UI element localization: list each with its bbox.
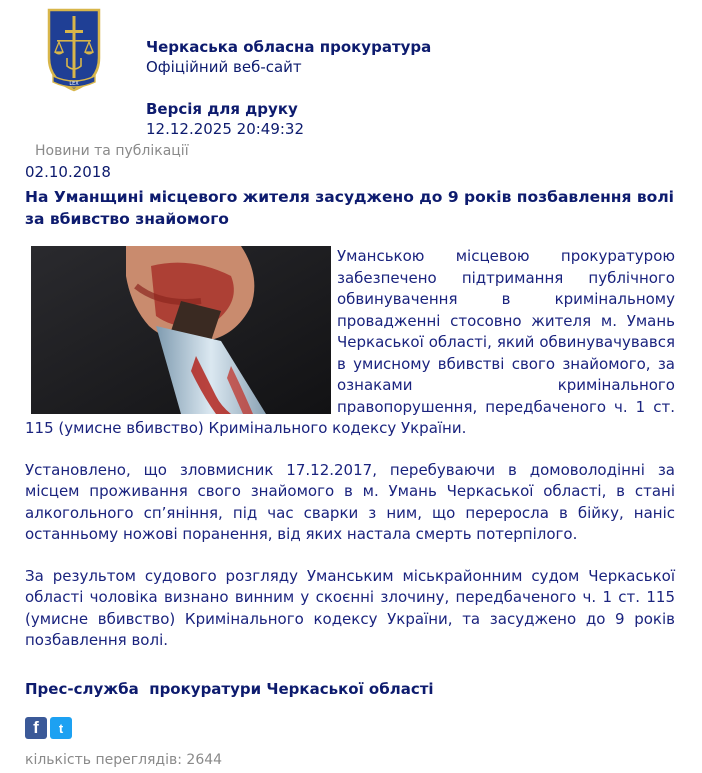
view-count: кількість переглядів: 2644 bbox=[25, 752, 223, 768]
logo-ribbon-text: LEX bbox=[69, 81, 79, 87]
article-date: 02.10.2018 bbox=[25, 163, 111, 181]
org-subtitle: Офіційний веб-сайт bbox=[146, 58, 302, 76]
section-breadcrumb[interactable]: Новини та публікації bbox=[35, 143, 189, 159]
social-share bbox=[25, 717, 72, 739]
article-paragraph: Уманською місцевою прокуратурою забезпечено підтримання публічного обвинувачення в кримінальному провадженні стосовно жителя м. Умань Черкаської області, який обвинувачувався в умисному вбивстві свого знайомого, за ознаками кримінального правопорушення, передбаченого ч. 1 ст. 115 (умисне вбивство) Кримінального кодексу України. bbox=[25, 247, 675, 437]
article-body bbox=[25, 246, 675, 672]
article-title: На Уманщині місцевого жителя засуджено до 9 років позбавлення волі за вбивство знайомого bbox=[25, 188, 674, 228]
org-name: Черкаська обласна прокуратура bbox=[146, 38, 432, 56]
article-paragraph: Установлено, що зловмисник 17.12.2017, перебуваючи в домоволодінні за місцем проживання свого знайомого в м. Умань Черкаської області, в стані алкогольного сп’яніння, під час сварки з ним, що переросла в бійку, наніс останньому ножові поранення, від яких настала смерть потерпілого. bbox=[25, 460, 675, 543]
print-datetime: 12.12.2025 20:49:32 bbox=[146, 120, 305, 138]
facebook-icon[interactable]: f bbox=[25, 717, 47, 739]
article-paragraph: За результом судового розгляду Уманським міськрайонним судом Черкаської області чоловіка визнано винним у скоєнні злочину, передбаченого ч. 1 ст. 115 (умисне вбивство) Кримінального кодексу України, та засуджено до 9 років позбавлення волі. bbox=[25, 566, 675, 649]
press-service-signature: Прес-служба прокуратури Черкаської області bbox=[25, 680, 434, 698]
prosecutor-emblem-logo bbox=[45, 6, 103, 94]
print-version-label: Версія для друку bbox=[146, 100, 298, 118]
twitter-icon[interactable]: t bbox=[50, 717, 72, 739]
article-photo-bloody-knife bbox=[31, 246, 331, 414]
